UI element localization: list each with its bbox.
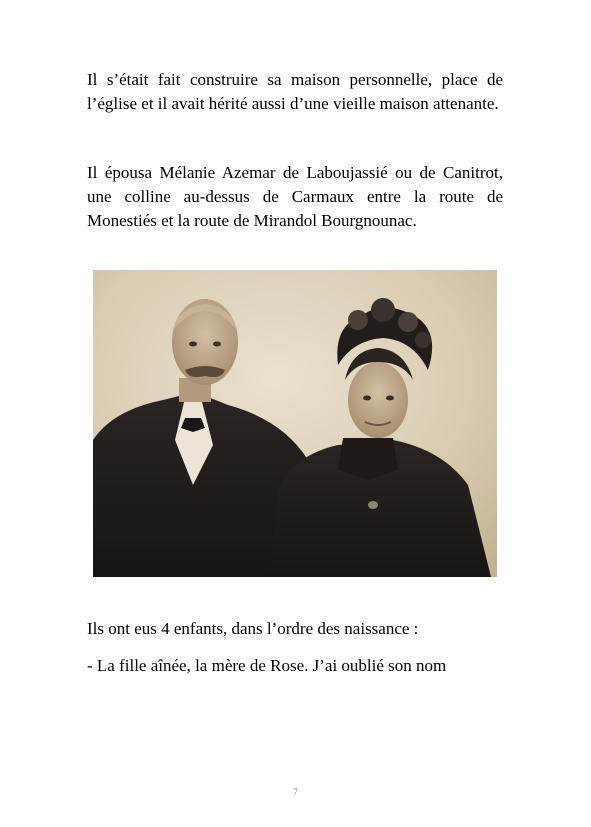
paragraph-marriage: Il épousa Mélanie Azemar de Laboujassié ou de Canitrot, une colline au-dessus de Carmaux entre la route de Monestiés et la route de Mirandol Bourgnounac. <box>87 163 503 230</box>
couple-portrait-photo <box>93 270 497 577</box>
page-number: 7 <box>293 787 298 797</box>
paragraph-children: Ils ont eus 4 enfants, dans l’ordre des naissance : <box>87 619 419 638</box>
paragraph-house: Il s’était fait construire sa maison personnelle, place de l’église et il avait hérité aussi d’une vieille maison attenante. <box>87 70 503 113</box>
list-item-eldest-daughter: - La fille aînée, la mère de Rose. J’ai oublié son nom <box>87 656 447 675</box>
